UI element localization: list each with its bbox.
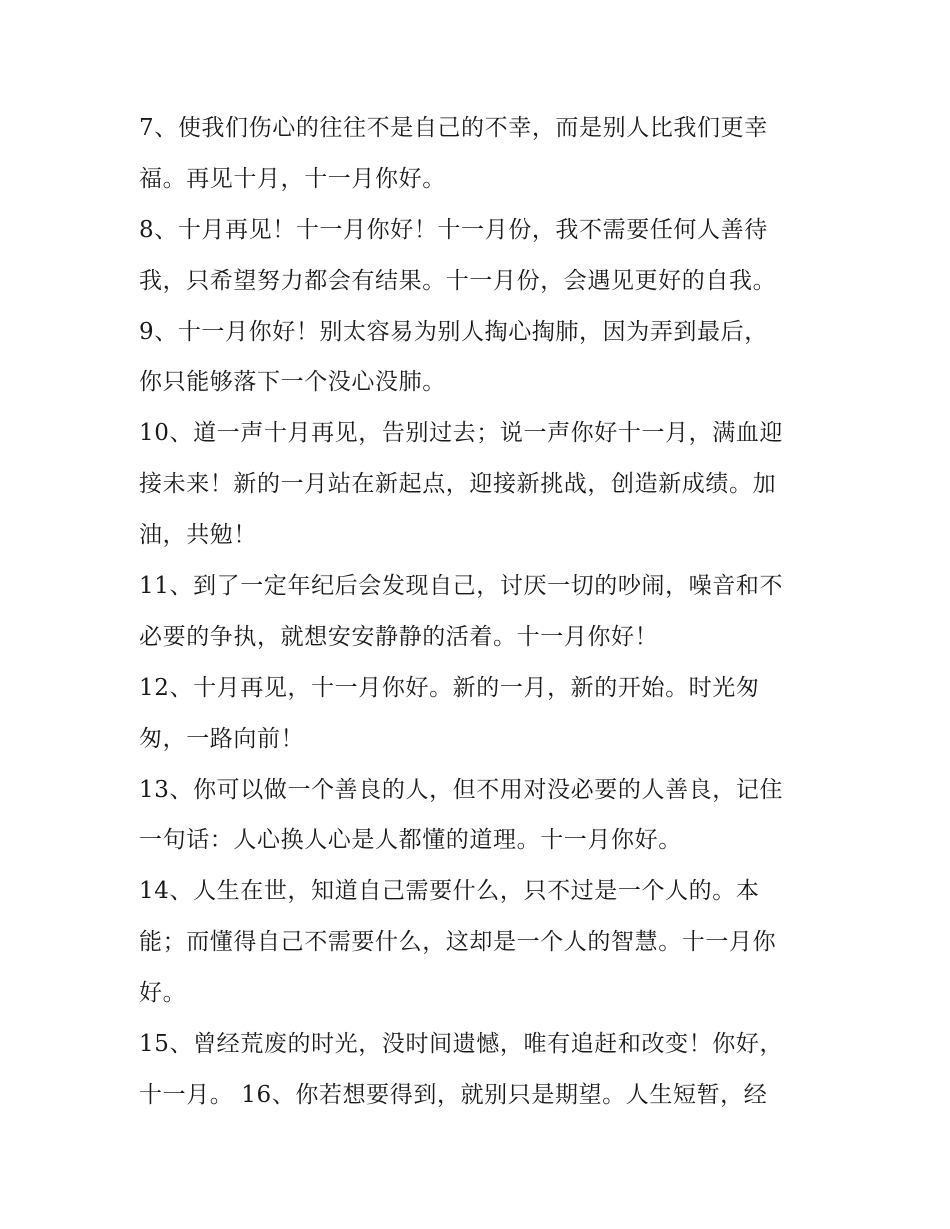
text-line: 14、人生在世，知道自己需要什么，只不过是一个人的。本	[139, 878, 760, 905]
text-line: 接未来！新的一月站在新起点，迎接新挑战，创造新成绩。加	[139, 471, 777, 498]
text-line: 福。再见十月，十一月你好。	[139, 165, 446, 192]
text-line: 我，只希望努力都会有结果。十一月份，会遇见更好的自我。	[139, 267, 777, 294]
text-line: 十一月。 16、你若想要得到，就别只是期望。人生短暂，经	[139, 1081, 768, 1108]
text-line: 11、到了一定年纪后会发现自己，讨厌一切的吵闹，噪音和不	[139, 573, 784, 600]
text-line: 一句话：人心换人心是人都懂的道理。十一月你好。	[139, 827, 682, 854]
text-line: 油，共勉！	[139, 522, 257, 549]
text-line: 12、十月再见，十一月你好。新的一月，新的开始。时光匆	[139, 674, 760, 701]
text-line: 10、道一声十月再见，告别过去；说一声你好十一月，满血迎	[139, 420, 784, 447]
text-line: 好。	[139, 980, 187, 1007]
text-line: 7、使我们伤心的往往不是自己的不幸，而是别人比我们更幸	[139, 115, 768, 141]
text-line: 你只能够落下一个没心没肺。	[139, 369, 446, 396]
document-body	[139, 103, 839, 1121]
text-line: 15、曾经荒废的时光，没时间遗憾，唯有追赶和改变！你好，	[139, 1031, 784, 1058]
text-line: 匆，一路向前！	[139, 725, 305, 752]
text-line: 必要的争执，就想安安静静的活着。十一月你好！	[139, 623, 659, 650]
text-line: 能；而懂得自己不需要什么，这却是一个人的智慧。十一月你	[139, 929, 777, 956]
text-line: 8、十月再见！十一月你好！十一月份，我不需要任何人善待	[139, 216, 768, 243]
text-line: 13、你可以做一个善良的人，但不用对没必要的人善良，记住	[139, 776, 784, 803]
text-line: 9、十一月你好！别太容易为别人掏心掏肺，因为弄到最后，	[139, 318, 768, 345]
